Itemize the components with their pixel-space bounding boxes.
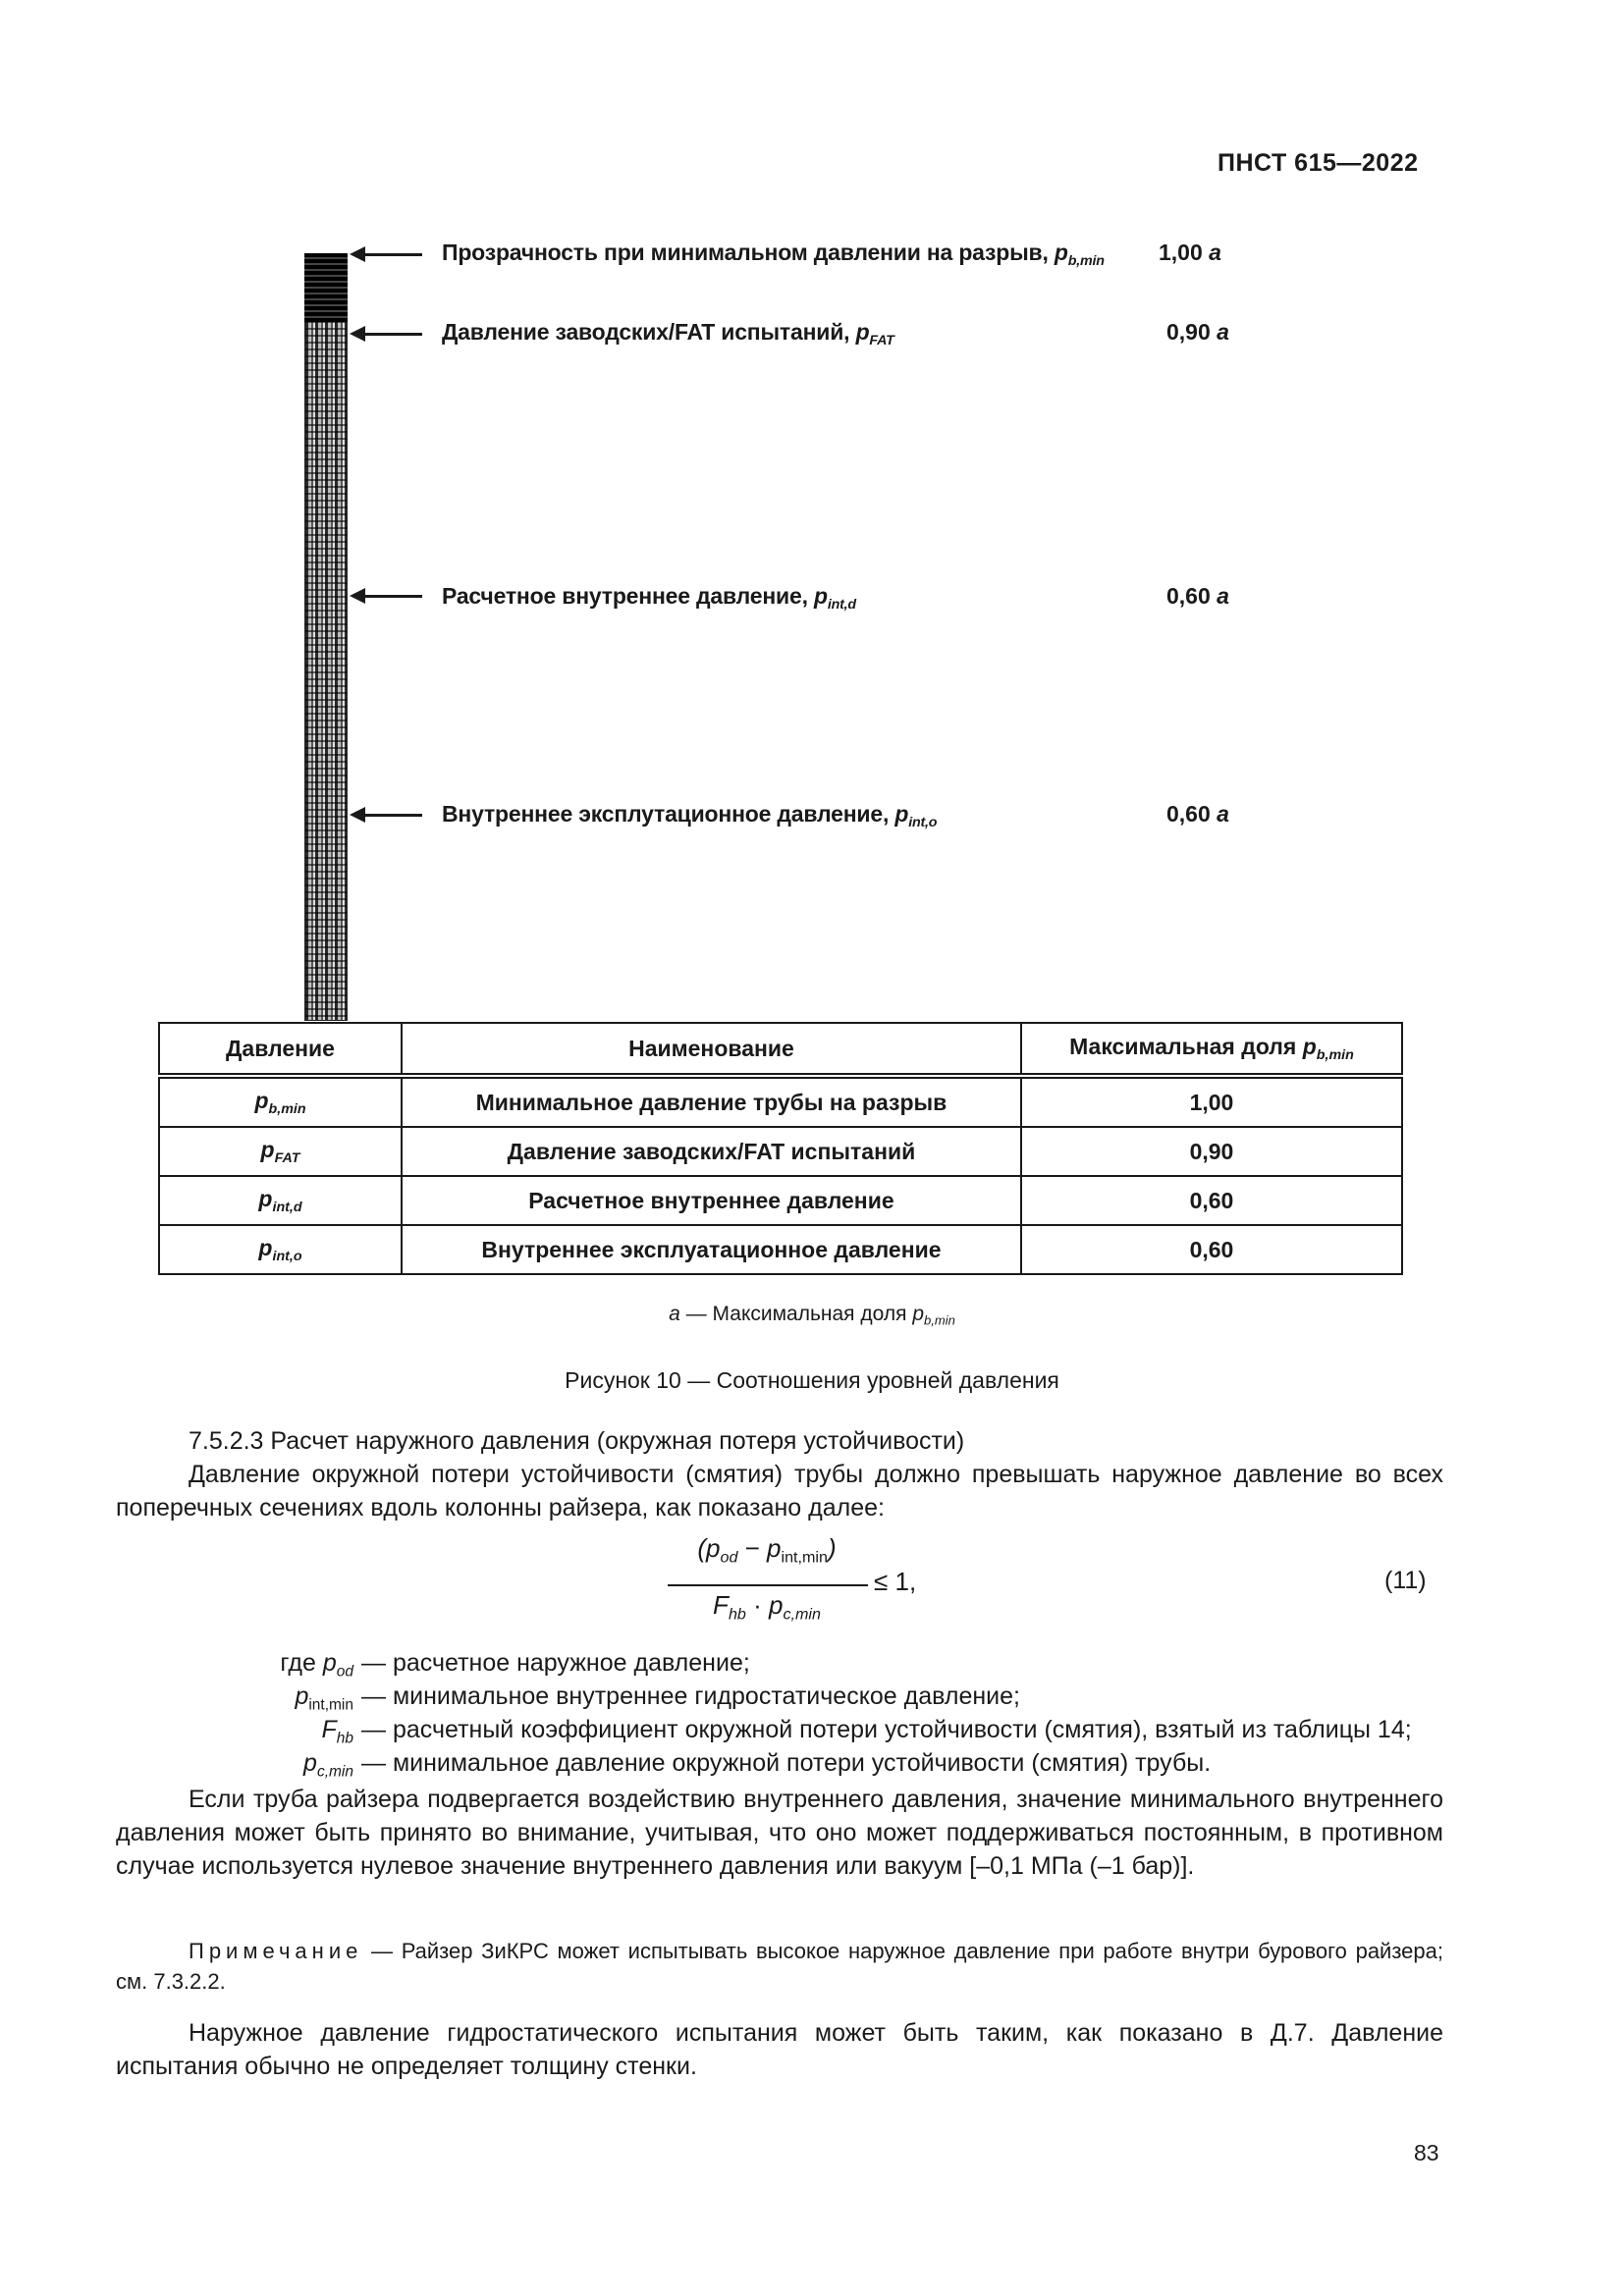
where-symbol: где $p_{od}$ bbox=[280, 1649, 353, 1681]
final-paragraph: Наружное давление гидростатического испытания может быть таким, как показано в Д.7. Давление испытания обычно не определяет толщину стенки. bbox=[116, 2019, 1443, 2080]
figure-level-value: 0,60 a bbox=[1166, 801, 1229, 827]
arrow-icon bbox=[363, 253, 422, 256]
formula-11 bbox=[664, 1533, 919, 1631]
arrow-icon bbox=[363, 814, 422, 817]
formula-denominator: $F_{hb} \cdot p_{c,min}$ bbox=[713, 1590, 821, 1624]
note-label: Примечание bbox=[189, 1939, 363, 1963]
table-header: Максимальная доля $p_{b,min}$ bbox=[1021, 1023, 1402, 1076]
section-heading: 7.5.2.3 Расчет наружного давления (окружная потеря устойчивости) bbox=[189, 1427, 965, 1455]
table-header-row bbox=[159, 1023, 1402, 1076]
table-cell-share: 0,60 bbox=[1021, 1176, 1402, 1225]
pipe-column-illustration bbox=[304, 253, 348, 1021]
pipe-column-top bbox=[304, 253, 348, 322]
table-cell-share: 1,00 bbox=[1021, 1076, 1402, 1127]
note bbox=[116, 1936, 1443, 1997]
pressure-levels-table bbox=[158, 1022, 1403, 1275]
note-text: — Райзер ЗиКРС может испытывать высокое наружное давление при работе внутри бурового райзера; см. 7.3.2.2. bbox=[116, 1939, 1443, 1994]
where-item bbox=[116, 1749, 1443, 1783]
table-cell-share: 0,60 bbox=[1021, 1225, 1402, 1274]
where-symbol: $F_{hb}$ bbox=[321, 1716, 353, 1747]
standard-code: ПНСТ 615—2022 bbox=[1218, 149, 1419, 177]
table-cell-name: Внутреннее эксплуатационное давление bbox=[402, 1225, 1021, 1274]
internal-pressure-paragraph: Если труба райзера подвергается воздействию внутреннего давления, значение минимального внутреннего давления может быть принято во внимание, учитывая, что оно может поддерживаться постоянным, в противном случае используется нулевое значение внутреннего давления или вакуум [–0,1 МПа (–1 бар)]. bbox=[116, 1786, 1443, 1880]
arrow-icon bbox=[363, 595, 422, 598]
where-item bbox=[116, 1716, 1443, 1749]
where-symbol: $p_{int,min}$ bbox=[295, 1682, 353, 1714]
table-row bbox=[159, 1225, 1402, 1274]
figure-level-value: 0,90 a bbox=[1166, 319, 1229, 345]
table-cell-name: Минимальное давление трубы на разрыв bbox=[402, 1076, 1021, 1127]
table-cell-name: Расчетное внутреннее давление bbox=[402, 1176, 1021, 1225]
where-description: — минимальное давление окружной потери устойчивости (смятия) трубы. bbox=[361, 1749, 1212, 1777]
equation-number: (11) bbox=[1384, 1567, 1427, 1594]
table-cell-name: Давление заводских/FAT испытаний bbox=[402, 1127, 1021, 1176]
table-row bbox=[159, 1176, 1402, 1225]
figure-level-label: Расчетное внутреннее давление, $p_{int,d}$ bbox=[442, 583, 856, 613]
where-description: — расчетный коэффициент окружной потери устойчивости (смятия), взятый из таблицы 14; bbox=[361, 1716, 1412, 1743]
where-description: — расчетное наружное давление; bbox=[361, 1649, 750, 1677]
page-number: 83 bbox=[1414, 2140, 1439, 2165]
where-description: — минимальное внутреннее гидростатическое давление; bbox=[361, 1682, 1020, 1710]
figure-level-label: Внутреннее эксплутационное давление, $p_{int,o}$ bbox=[442, 801, 938, 830]
table-cell-symbol: $p_{int,d}$ bbox=[159, 1176, 402, 1225]
figure-level-label: Давление заводских/FAT испытаний, $p_{FAT}$ bbox=[442, 319, 894, 348]
fraction-bar bbox=[668, 1584, 868, 1586]
figure-level-value: 0,60 a bbox=[1166, 583, 1229, 609]
formula-numerator: $(p_{od} - p_{int,min})$ bbox=[697, 1533, 837, 1567]
table-cell-symbol: $p_{FAT}$ bbox=[159, 1127, 402, 1176]
figure-legend: a — Максимальная доля $p_{b,min}$ bbox=[669, 1303, 955, 1328]
figure-level-label: Прозрачность при минимальном давлении на разрыв, $p_{b,min}$ bbox=[442, 240, 1105, 269]
formula-relation: ≤ 1, bbox=[874, 1567, 917, 1596]
table-row bbox=[159, 1076, 1402, 1127]
where-item bbox=[116, 1682, 1443, 1716]
table-cell-symbol: $p_{b,min}$ bbox=[159, 1076, 402, 1127]
table-cell-symbol: $p_{int,o}$ bbox=[159, 1225, 402, 1274]
table-header: Наименование bbox=[402, 1023, 1021, 1076]
table-cell-share: 0,90 bbox=[1021, 1127, 1402, 1176]
figure-level-value: 1,00 a bbox=[1159, 240, 1221, 265]
table-row bbox=[159, 1127, 1402, 1176]
figure-caption: Рисунок 10 — Соотношения уровней давления bbox=[565, 1367, 1059, 1393]
where-symbol: $p_{c,min}$ bbox=[303, 1749, 353, 1781]
table-header: Давление bbox=[159, 1023, 402, 1076]
arrow-icon bbox=[363, 333, 422, 336]
where-item bbox=[116, 1649, 1443, 1682]
section-intro-paragraph: Давление окружной потери устойчивости (смятия) трубы должно превышать наружное давление во всех поперечных сечениях вдоль колонны райзера, как показано далее: bbox=[116, 1461, 1443, 1522]
